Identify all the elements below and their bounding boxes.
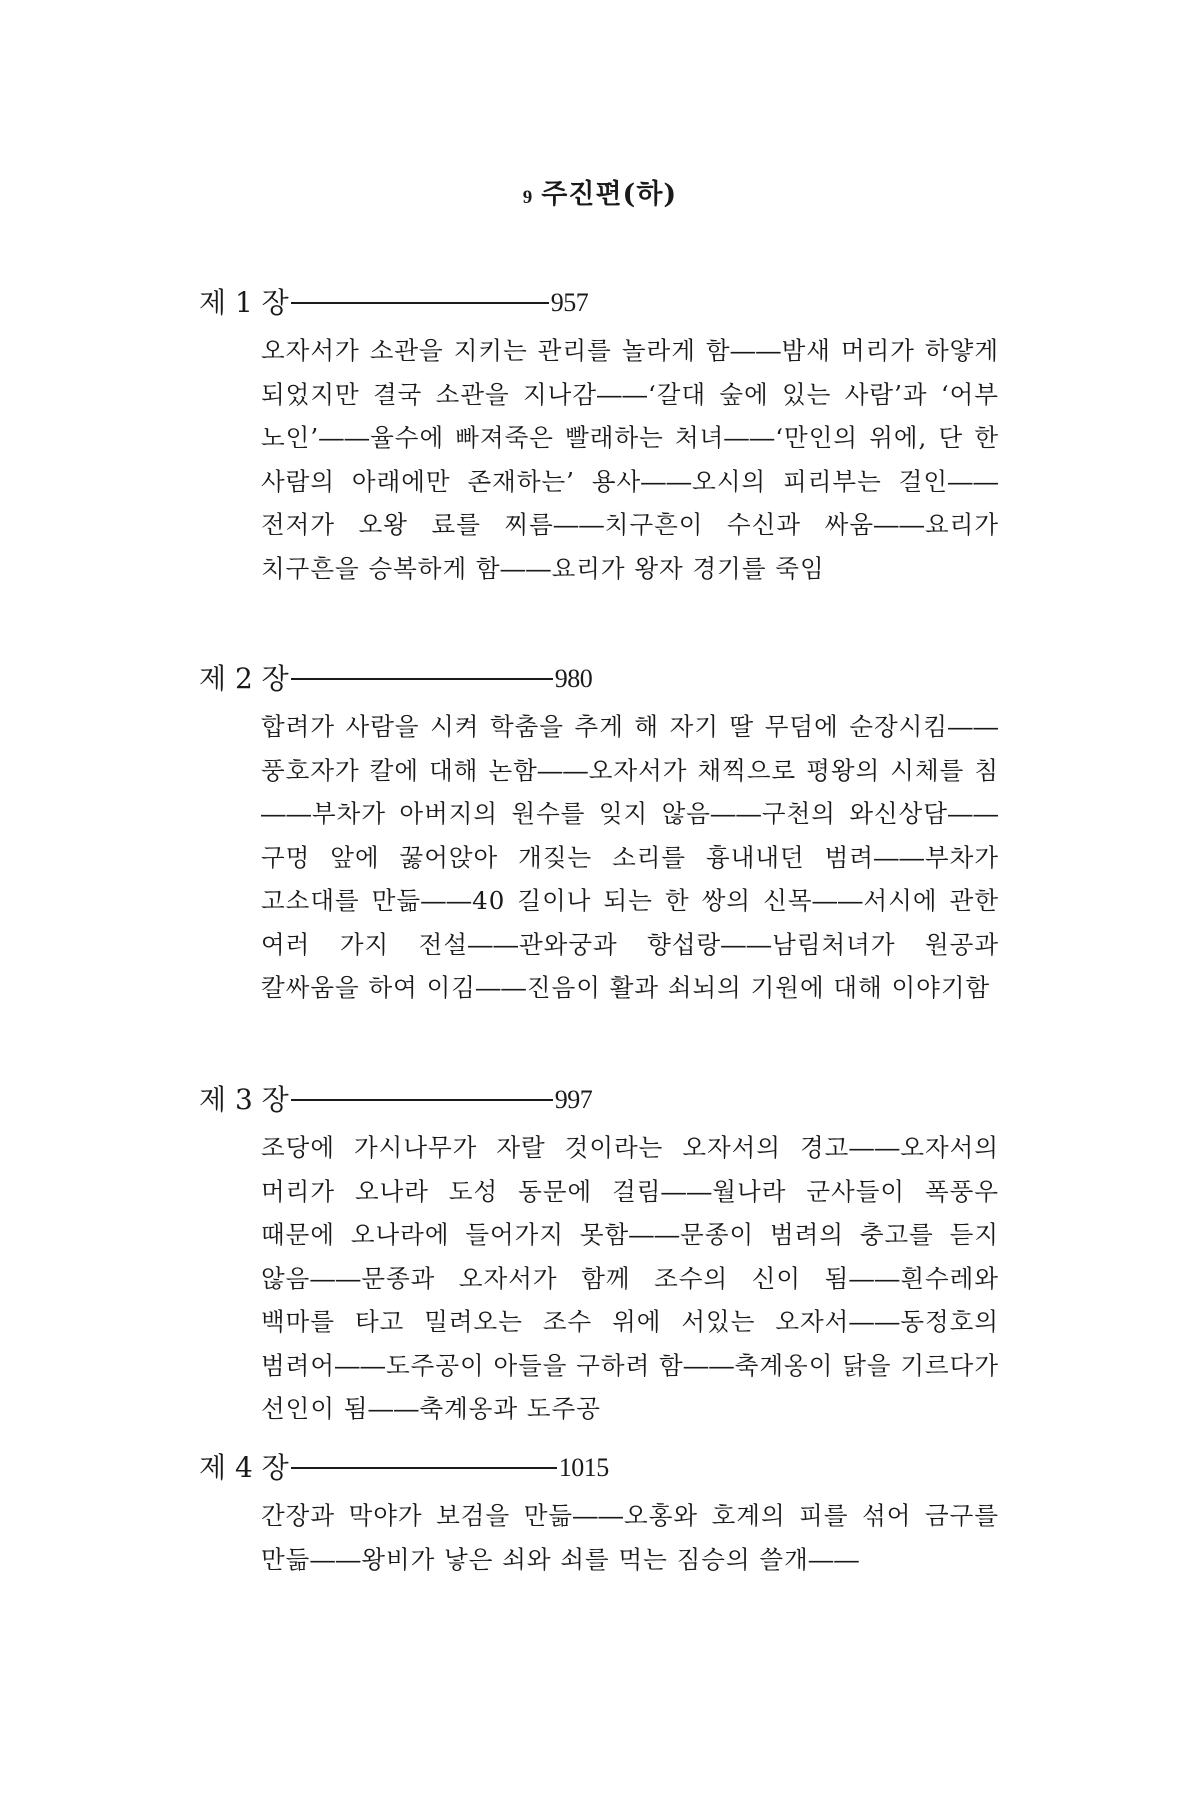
section-title-text: 주진편(하) xyxy=(541,179,678,210)
leader-rule xyxy=(291,302,549,304)
chapter-heading xyxy=(199,1080,999,1120)
leader-rule xyxy=(291,678,553,680)
chapter-page-number: 957 xyxy=(550,288,589,317)
chapter-page-number: 980 xyxy=(554,664,593,693)
section-number: 9 xyxy=(522,187,534,208)
chapter-label: 제 1 장 xyxy=(199,286,289,319)
chapter-summary: 오자서가 소관을 지키는 관리를 놀라게 함――밤새 머리가 하얗게 되었지만 결국 소관을 지나감――‘갈대 숲에 있는 사람’과 ‘어부 노인’――율수에 빠져죽은 빨래하는 처녀――‘만인의 위에, 단 한 사람의 아래에만 존재하는’ 용사――오시의 피리부는 걸인――전저가 오왕 료를 찌름――치구흔이 수신과 싸움――요리가 치구흔을 승복하게 함――요리가 왕자 경기를 죽임 xyxy=(261,336,999,583)
leader-rule xyxy=(291,1467,557,1469)
chapter-2 xyxy=(199,659,999,1010)
chapter-label: 제 3 장 xyxy=(199,1083,289,1116)
chapter-summary: 조당에 가시나무가 자랄 것이라는 오자서의 경고――오자서의 머리가 오나라 도성 동문에 걸림――월나라 군사들이 폭풍우 때문에 오나라에 들어가지 못함――문종이 범려의 충고를 듣지 않음――문종과 오자서가 함께 조수의 신이 됨――흰수레와 백마를 타고 밀려오는 조수 위에 서있는 오자서――동정호의 범려어――도주공이 아들을 구하려 함――축계옹이 닭을 기르다가 선인이 됨――축계옹과 도주공 xyxy=(261,1133,999,1423)
chapter-page-number: 997 xyxy=(554,1085,593,1114)
chapter-summary: 합려가 사람을 시켜 학춤을 추게 해 자기 딸 무덤에 순장시킴――풍호자가 칼에 대해 논함――오자서가 채찍으로 평왕의 시체를 침――부차가 아버지의 원수를 잊지 않음――구천의 와신상담――구멍 앞에 꿇어앉아 개짖는 소리를 흉내내던 범려――부차가 고소대를 만듦――40 길이나 되는 한 쌍의 신목――서시에 관한 여러 가지 전설――관와궁과 향섭랑――남림처녀가 원공과 칼싸움을 하여 이김――진음이 활과 쇠뇌의 기원에 대해 이야기함 xyxy=(261,712,999,1002)
chapter-1 xyxy=(199,283,999,590)
chapter-summary: 간장과 막야가 보검을 만듦――오홍와 호계의 피를 섞어 금구를 만듦――왕비가 낳은 쇠와 쇠를 먹는 짐승의 쓸개―― xyxy=(261,1501,999,1574)
section-title xyxy=(0,172,1200,211)
leader-rule xyxy=(291,1099,553,1101)
chapter-page-number: 1015 xyxy=(558,1453,609,1482)
chapter-heading xyxy=(199,659,999,699)
chapter-heading xyxy=(199,283,999,323)
chapter-heading xyxy=(199,1448,999,1488)
chapter-3 xyxy=(199,1080,999,1431)
chapter-label: 제 2 장 xyxy=(199,662,289,695)
chapter-label: 제 4 장 xyxy=(199,1451,289,1484)
chapter-4 xyxy=(199,1448,999,1581)
